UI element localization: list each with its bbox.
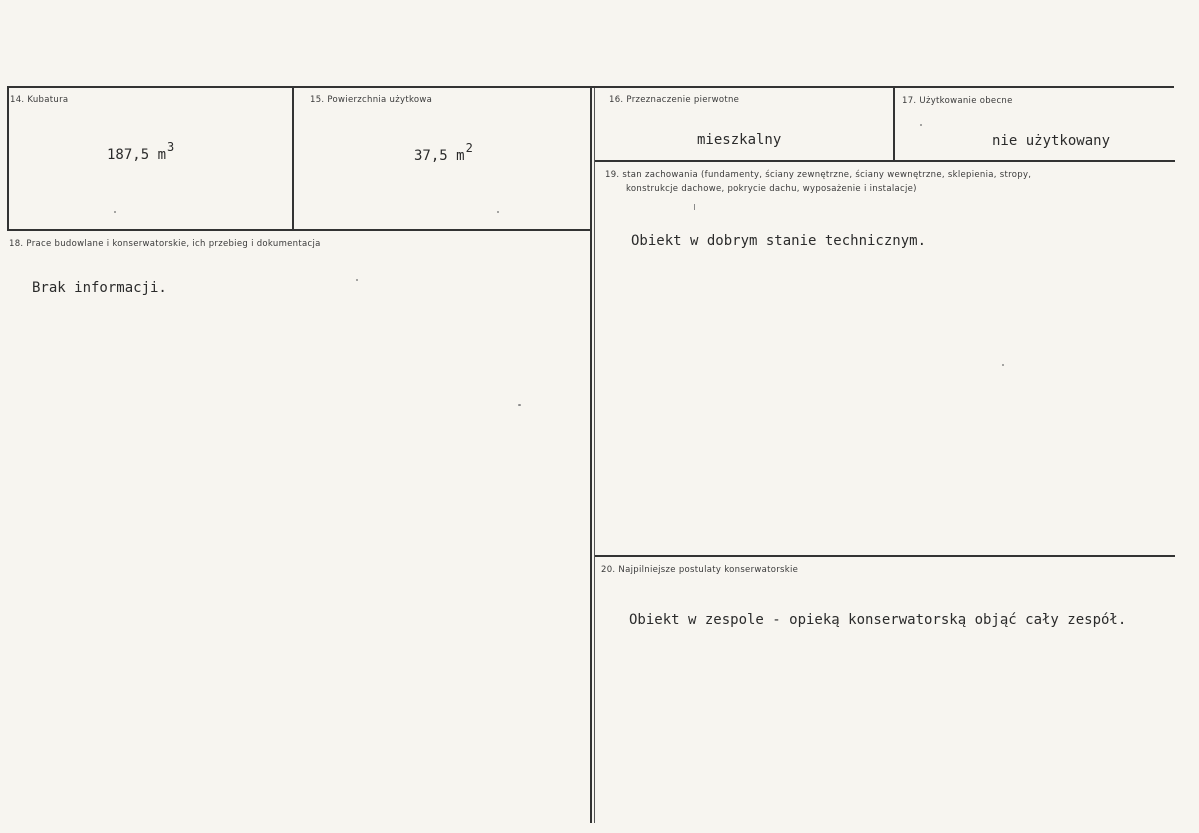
field-18-value: Brak informacji. (32, 280, 167, 296)
field-14-number: 187,5 m (107, 147, 167, 163)
paper-speck (356, 279, 358, 281)
field-15-label: 15. Powierzchnia użytkowa (310, 95, 433, 105)
field-18-label: 18. Prace budowlane i konserwatorskie, ich przebieg i dokumentacja (9, 239, 321, 249)
field-14-label: 14. Kubatura (10, 95, 69, 105)
field-15-unit-exponent: 2 (465, 141, 473, 155)
divider-14-15 (292, 88, 294, 230)
paper-speck (114, 211, 116, 213)
paper-speck (518, 404, 521, 406)
field-19-label-line1: 19. stan zachowania (fundamenty, ściany zewnętrzne, ściany wewnętrzne, sklepienia, stropy, (605, 170, 1032, 180)
field-15-number: 37,5 m (414, 148, 465, 164)
divider-16-17 (893, 88, 895, 161)
field-19-value: Obiekt w dobrym stanie technicznym. (631, 233, 927, 249)
paper-speck (497, 211, 499, 213)
field-14-value (107, 140, 175, 163)
field-17-label: 17. Użytkowanie obecne (902, 96, 1013, 106)
center-divider (590, 86, 592, 823)
field-17-value: nie użytkowany (992, 133, 1111, 149)
field-16-value: mieszkalny (697, 132, 782, 148)
rule-above-20 (595, 555, 1175, 557)
left-edge-rule (7, 86, 9, 231)
field-20-label: 20. Najpilniejsze postulaty konserwatorskie (601, 565, 799, 575)
paper-speck (694, 204, 695, 210)
paper-speck (920, 124, 922, 126)
center-divider-inner (594, 88, 595, 823)
field-14-unit-exponent: 3 (167, 140, 175, 154)
field-20-value: Obiekt w zespole - opieką konserwatorską objąć cały zespół. (629, 612, 1127, 628)
field-19-label-line2: konstrukcje dachowe, pokrycie dachu, wyposażenie i instalacje) (626, 184, 917, 194)
field-15-value (414, 141, 473, 164)
paper-speck (1002, 364, 1004, 366)
field-16-label: 16. Przeznaczenie pierwotne (609, 95, 740, 105)
rule-below-16-17 (595, 160, 1175, 162)
rule-below-14-15 (8, 229, 592, 231)
